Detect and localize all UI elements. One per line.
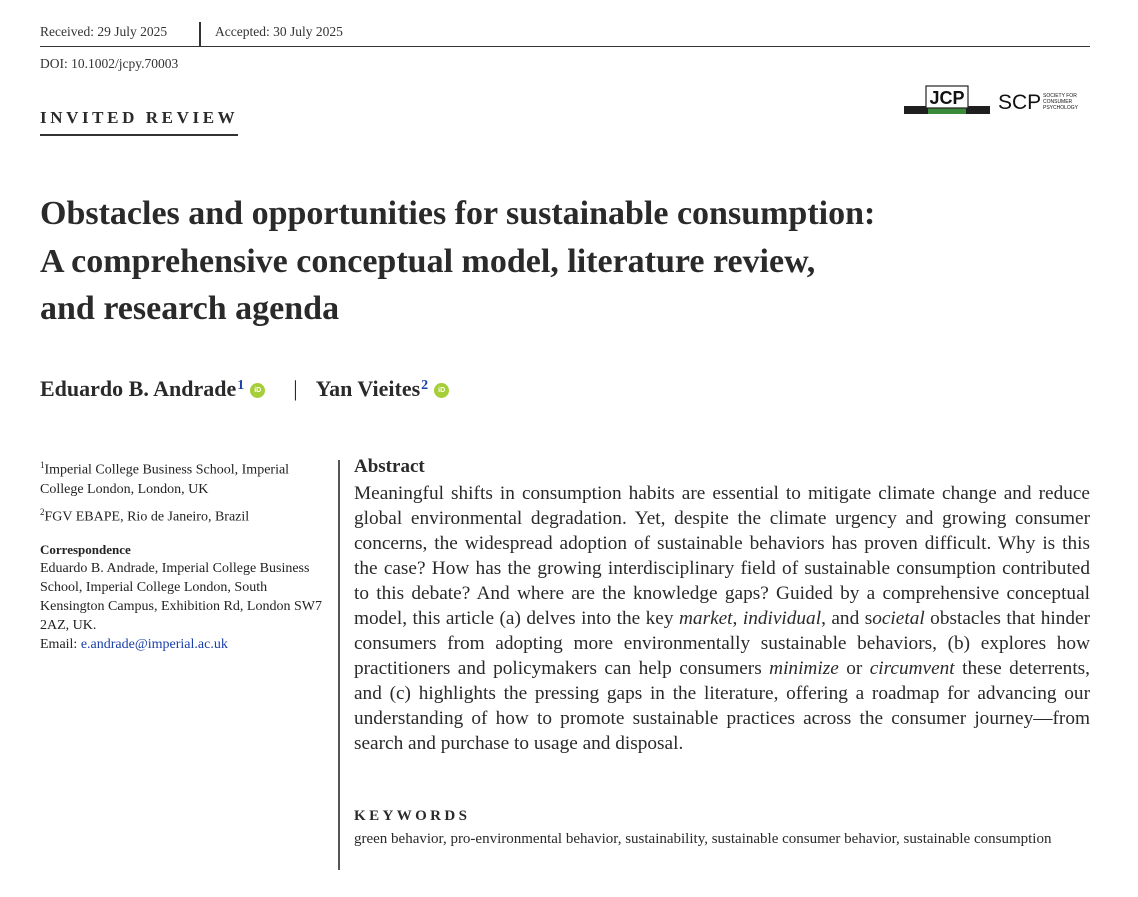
- section-tag: INVITED REVIEW: [40, 108, 238, 136]
- orcid-icon[interactable]: iD: [250, 383, 265, 398]
- abstract-heading: Abstract: [354, 456, 425, 477]
- svg-text:CONSUMER: CONSUMER: [1043, 99, 1073, 105]
- title-line: A comprehensive conceptual model, literature review,: [40, 242, 816, 280]
- correspondence-title: Correspondence: [40, 542, 131, 558]
- affiliation-1: $^1$Imperial College Business School, Imperial College London, London, UK: [40, 460, 290, 497]
- accepted-date: Accepted: 30 July 2025: [215, 24, 343, 39]
- column-divider: [338, 460, 340, 870]
- received-date: Received: 29 July 2025: [40, 24, 168, 39]
- abstract-text: Meaningful shifts in consumption habits are essential to mitigate climate change and reduce global environmental degradation. Yet, despite the climate urgency and growing consumer concerns, the widespread adoption of sustainable behaviors has proven difficult. Why is this the case? How has the growing interdisciplinary field of sustainable consumption contributed to this debate? And where are the knowledge gaps? Guided by a comprehensive conceptual model, this article (a) delves into the key market, individual, and societal obstacles that hinder consumers from adopting more environmentally sustainable behaviors, (b) explores how practitioners and policymakers can help consumers minimize or circumvent these deterrents, and (c) highlights the pressing gaps in the literature, offering a roadmap for advancing our understanding of how to promote sustainable practices across the consumer journey—from search and purchase to usage and disposal.: [354, 483, 1091, 754]
- title-line: and research agenda: [40, 290, 340, 327]
- affiliation-2: $^2$FGV EBAPE, Rio de Janeiro, Brazil: [40, 506, 250, 525]
- author-list: [40, 376, 449, 402]
- title-line: Obstacles and opportunities for sustainable consumption:: [40, 195, 876, 232]
- email-link[interactable]: e.andrade@imperial.ac.uk: [80, 637, 228, 653]
- jcp-logo: [904, 84, 990, 116]
- doi[interactable]: DOI: 10.1002/jcpy.70003: [40, 56, 179, 71]
- scp-logo-text: SCP: [998, 91, 1042, 114]
- keywords-text: green behavior, pro-environmental behavior, sustainability, sustainable consumer behavior, sustainable consumption: [354, 831, 1052, 847]
- author-name[interactable]: Eduardo B. Andrade: [40, 376, 237, 401]
- header-rule: [40, 46, 1090, 47]
- article-title: [40, 190, 1090, 333]
- svg-text:PSYCHOLOGY: PSYCHOLOGY: [1043, 105, 1079, 111]
- header-separator: [199, 22, 201, 46]
- author-affiliation-sup[interactable]: 2: [421, 378, 429, 393]
- svg-text:SOCIETY FOR: SOCIETY FOR: [1043, 93, 1077, 99]
- author-separator: |: [293, 376, 298, 401]
- scp-logo: [998, 88, 1090, 114]
- correspondence-address: Eduardo B. Andrade, Imperial College Business School, Imperial College London, South Kensington Campus, Exhibition Rd, London SW7 2AZ, UK.: [40, 561, 322, 634]
- keywords-heading: KEYWORDS: [354, 808, 471, 824]
- author-name[interactable]: Yan Vieites: [315, 376, 421, 401]
- orcid-icon[interactable]: iD: [434, 383, 449, 398]
- correspondence-email-row: Email: e.andrade@imperial.ac.uk: [40, 637, 228, 653]
- author-affiliation-sup[interactable]: 1: [237, 378, 245, 393]
- jcp-logo-text: JCP: [929, 88, 965, 108]
- affiliations: [40, 456, 330, 654]
